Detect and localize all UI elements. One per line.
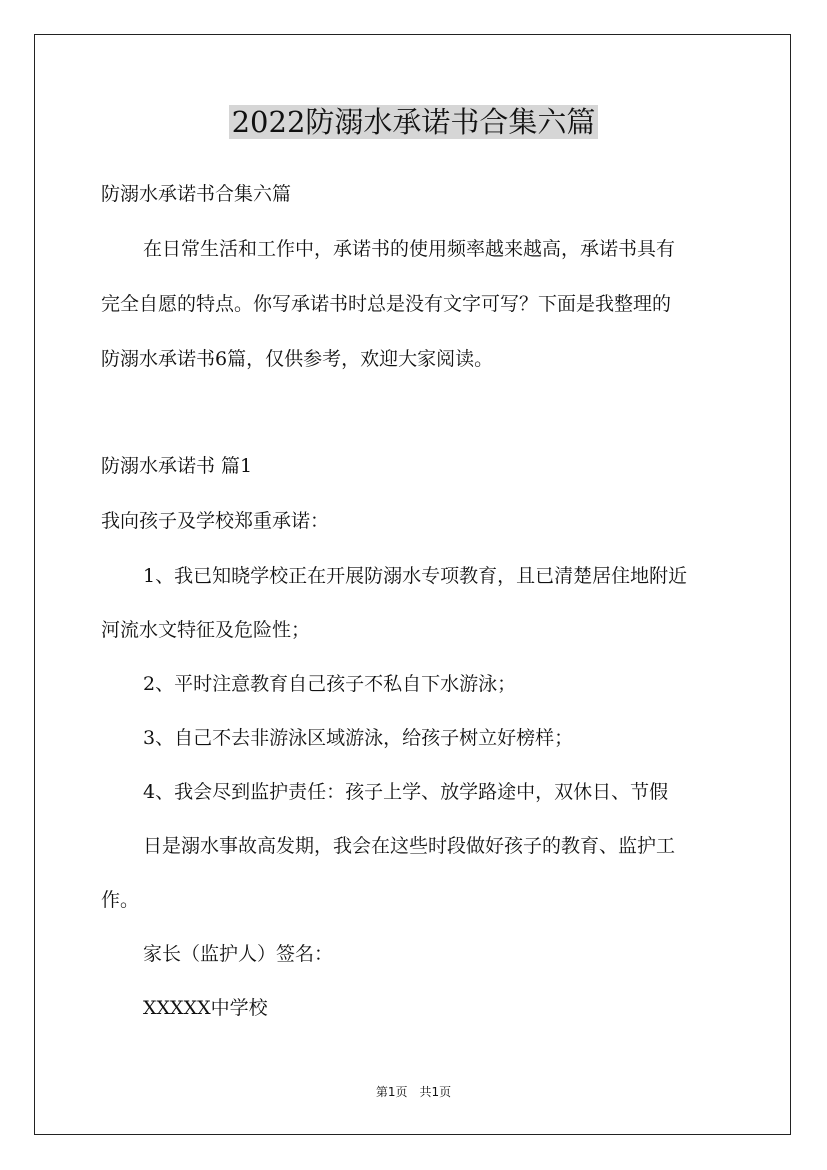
pledge-intro: 我向孩子及学校郑重承诺： (101, 510, 330, 532)
pledge-item-3: 3、自己不去非游泳区域游泳，给孩子树立好榜样； (143, 727, 574, 749)
pledge-item-4: 4、我会尽到监护责任：孩子上学、放学路途中，双休日、节假 (143, 781, 669, 803)
school-name: XXXXX中学校 (143, 997, 268, 1019)
pledge-item-1: 1、我已知晓学校正在开展防溺水专项教育，且已清楚居住地附近 (143, 565, 688, 587)
pledge-item-1-cont: 河流水文特征及危险性； (101, 619, 311, 641)
intro-line-3: 防溺水承诺书6篇，仅供参考，欢迎大家阅读。 (101, 348, 494, 370)
document-title: 2022防溺水承诺书合集六篇 (0, 101, 827, 143)
pledge-item-4-end: 作。 (101, 889, 140, 911)
section-heading: 防溺水承诺书 篇1 (101, 455, 253, 477)
intro-line-2: 完全自愿的特点。你写承诺书时总是没有文字可写？下面是我整理的 (101, 293, 672, 315)
page-total: 共1页 (419, 1085, 452, 1099)
pledge-item-2: 2、平时注意教育自己孩子不私自下水游泳； (143, 673, 517, 695)
signature-label: 家长（监护人）签名： (143, 943, 334, 965)
page-footer (0, 1083, 827, 1101)
page-number: 第1页 (375, 1085, 408, 1099)
intro-line-1: 在日常生活和工作中，承诺书的使用频率越来越高，承诺书具有 (143, 238, 676, 260)
pledge-item-4-cont: 日是溺水事故高发期，我会在这些时段做好孩子的教育、监护工 (143, 835, 676, 857)
document-subtitle: 防溺水承诺书合集六篇 (101, 183, 292, 205)
